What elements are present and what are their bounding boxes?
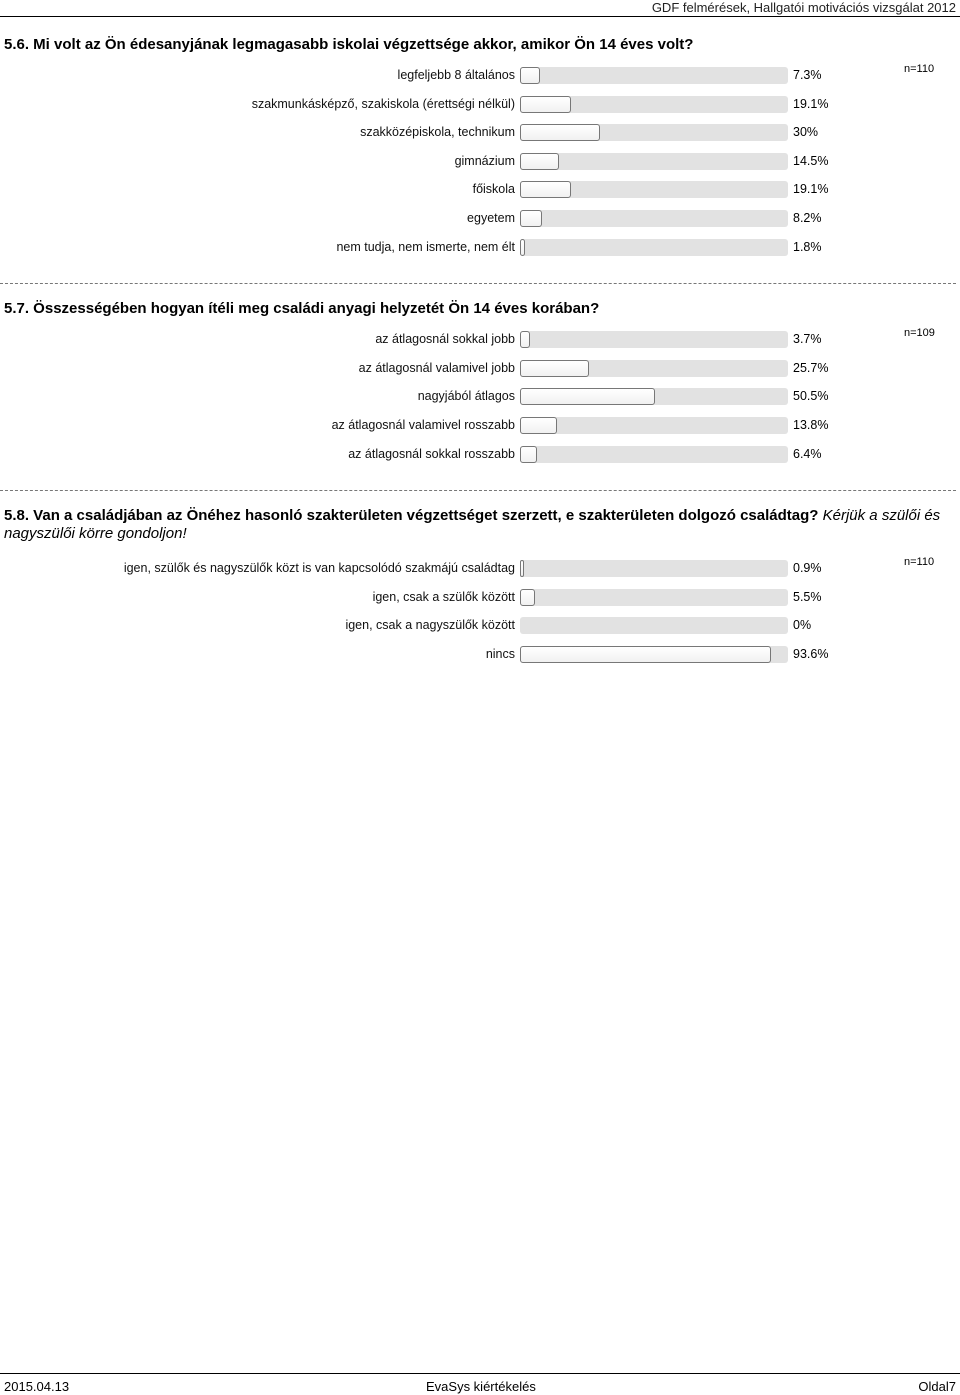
bar-fill — [520, 417, 557, 434]
bar-track — [520, 388, 788, 405]
report-header-title: GDF felmérések, Hallgatói motivációs vizsgálat 2012 — [651, 0, 956, 15]
footer-page-number: Oldal7 — [918, 1379, 956, 1394]
header-divider — [0, 16, 960, 17]
answer-percent: 7.3% — [793, 68, 822, 82]
footer-center-text: EvaSys kiértékelés — [426, 1379, 536, 1394]
bar-track — [520, 67, 788, 84]
bar-fill — [520, 589, 535, 606]
answer-row — [0, 329, 960, 351]
bar-fill — [520, 239, 525, 256]
bar-track — [520, 239, 788, 256]
section-divider — [0, 490, 956, 491]
answer-percent: 13.8% — [793, 418, 829, 432]
answer-label: az átlagosnál valamivel jobb — [358, 361, 515, 375]
bar-fill — [520, 153, 559, 170]
bar-fill — [520, 210, 542, 227]
bar-fill — [520, 646, 771, 663]
question-text: 5.8. Van a családjában az Önéhez hasonló szakterületen végzettséget szerzett, e szakterületen dolgozó családtag? — [4, 507, 819, 524]
answer-label: szakmunkásképző, szakiskola (érettségi nélkül) — [251, 97, 515, 111]
answer-label: gimnázium — [454, 154, 515, 168]
answer-percent: 50.5% — [793, 389, 829, 403]
bar-track — [520, 417, 788, 434]
question-title-5-6: 5.6. Mi volt az Ön édesanyjának legmagasabb iskolai végzettsége akkor, amikor Ön 14 éves volt? — [4, 36, 694, 53]
answer-percent: 6.4% — [793, 447, 822, 461]
bar-fill — [520, 181, 571, 198]
bar-track — [520, 153, 788, 170]
bar-track — [520, 646, 788, 663]
bar-track — [520, 124, 788, 141]
answer-label: nem tudja, nem ismerte, nem élt — [336, 240, 515, 254]
answer-percent: 1.8% — [793, 240, 822, 254]
answer-label: nincs — [485, 647, 515, 661]
section-divider — [0, 283, 956, 284]
answer-label: az átlagosnál valamivel rosszabb — [331, 418, 515, 432]
bar-fill — [520, 560, 524, 577]
bar-fill — [520, 360, 589, 377]
answer-label: igen, szülők és nagyszülők közt is van kapcsolódó szakmájú családtag — [123, 561, 515, 575]
bar-track — [520, 96, 788, 113]
answer-label: főiskola — [472, 182, 515, 196]
answer-percent: 93.6% — [793, 647, 829, 661]
question-note: Kérjük a szülői és nagyszülői körre gondoljon! — [4, 507, 941, 542]
sample-size: n=110 — [904, 556, 935, 568]
answer-label: az átlagosnál sokkal rosszabb — [348, 447, 515, 461]
answer-row — [0, 644, 960, 666]
answer-row — [0, 444, 960, 466]
answer-percent: 8.2% — [793, 211, 822, 225]
bar-track — [520, 617, 788, 634]
question-title-5-8 — [4, 507, 954, 543]
answer-row — [0, 358, 960, 380]
answer-percent: 25.7% — [793, 361, 829, 375]
bar-track — [520, 331, 788, 348]
answer-row — [0, 558, 960, 580]
answer-row — [0, 122, 960, 144]
bar-fill — [520, 388, 655, 405]
sample-size: n=110 — [904, 63, 935, 75]
answer-percent: 30% — [793, 125, 819, 139]
answer-row — [0, 386, 960, 408]
answer-row — [0, 179, 960, 201]
answer-percent: 3.7% — [793, 332, 822, 346]
answer-label: igen, csak a nagyszülők között — [345, 618, 515, 632]
answer-label: legfeljebb 8 általános — [397, 68, 515, 82]
bar-fill — [520, 446, 537, 463]
answer-percent: 19.1% — [793, 182, 829, 196]
answer-row — [0, 587, 960, 609]
question-title-5-7: 5.7. Összességében hogyan ítéli meg családi anyagi helyzetét Ön 14 éves korában? — [4, 300, 600, 317]
bar-track — [520, 210, 788, 227]
answer-label: nagyjából átlagos — [417, 389, 515, 403]
answer-label: egyetem — [467, 211, 515, 225]
bar-fill — [520, 331, 530, 348]
answer-label: igen, csak a szülők között — [372, 590, 515, 604]
answer-percent: 5.5% — [793, 590, 822, 604]
bar-fill — [520, 124, 600, 141]
answer-row — [0, 208, 960, 230]
answer-label: az átlagosnál sokkal jobb — [375, 332, 515, 346]
answer-row — [0, 151, 960, 173]
bar-fill — [520, 96, 571, 113]
answer-row — [0, 65, 960, 87]
bar-fill — [520, 67, 540, 84]
footer-divider — [0, 1373, 960, 1374]
answer-row — [0, 94, 960, 116]
bar-track — [520, 589, 788, 606]
footer-date: 2015.04.13 — [4, 1379, 70, 1394]
answer-row — [0, 237, 960, 259]
answer-percent: 0% — [793, 618, 812, 632]
bar-track — [520, 360, 788, 377]
answer-percent: 19.1% — [793, 97, 829, 111]
answer-label: szakközépiskola, technikum — [360, 125, 515, 139]
bar-track — [520, 181, 788, 198]
sample-size: n=109 — [904, 327, 935, 339]
answer-percent: 14.5% — [793, 154, 829, 168]
bar-track — [520, 560, 788, 577]
answer-percent: 0.9% — [793, 561, 822, 575]
answer-row — [0, 615, 960, 637]
bar-track — [520, 446, 788, 463]
answer-row — [0, 415, 960, 437]
